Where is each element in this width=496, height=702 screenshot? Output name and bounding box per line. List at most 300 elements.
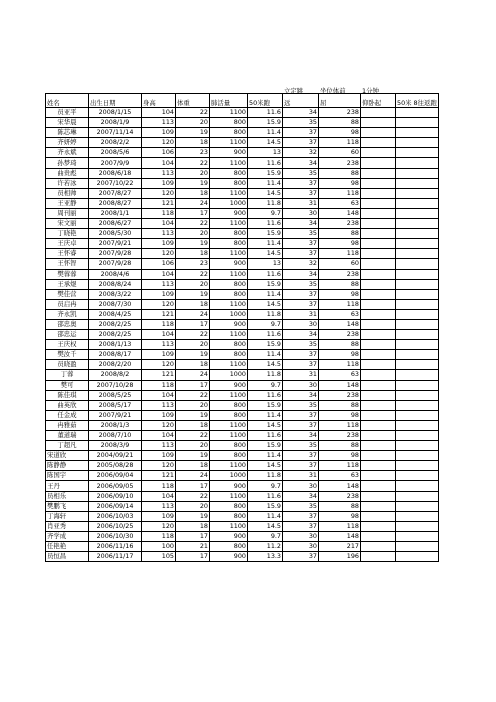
table-row [46, 521, 439, 531]
cell-shuttle-run [396, 219, 439, 229]
cell-lung-capacity: 1100 [210, 461, 248, 471]
cell-name: 王丹 [46, 481, 89, 491]
cell-dob: 2008/8/24 [89, 279, 142, 289]
cell-50m-run: 9.7 [248, 208, 283, 218]
cell-weight: 19 [176, 289, 210, 299]
cell-situps [361, 279, 396, 289]
spreadsheet [45, 87, 439, 562]
cell-name: 董道瑞 [46, 431, 89, 441]
cell-standing-jump: 37 [283, 138, 319, 148]
cell-standing-jump: 30 [283, 319, 319, 329]
cell-sit-and-reach: 148 [319, 208, 361, 218]
cell-sit-and-reach: 98 [319, 239, 361, 249]
cell-50m-run: 13 [248, 259, 283, 269]
cell-sit-and-reach: 98 [319, 511, 361, 521]
cell-lung-capacity: 1000 [210, 309, 248, 319]
cell-weight: 18 [176, 420, 210, 430]
cell-lung-capacity: 1100 [210, 390, 248, 400]
cell-lung-capacity: 1100 [210, 188, 248, 198]
cell-standing-jump: 30 [283, 481, 319, 491]
cell-standing-jump: 37 [283, 420, 319, 430]
table-row [46, 350, 439, 360]
cell-weight: 23 [176, 259, 210, 269]
cell-sit-and-reach: 238 [319, 219, 361, 229]
cell-shuttle-run [396, 178, 439, 188]
cell-sit-and-reach: 60 [319, 148, 361, 158]
header-standing-jump-top: 立定跳 [284, 87, 304, 95]
cell-standing-jump: 34 [283, 491, 319, 501]
cell-height: 121 [142, 370, 176, 380]
cell-sit-and-reach: 238 [319, 330, 361, 340]
cell-standing-jump: 30 [283, 380, 319, 390]
cell-50m-run: 15.9 [248, 118, 283, 128]
cell-standing-jump: 35 [283, 340, 319, 350]
cell-lung-capacity: 1000 [210, 370, 248, 380]
cell-situps [361, 299, 396, 309]
cell-weight: 20 [176, 229, 210, 239]
cell-name: 邵忠奥 [46, 319, 89, 329]
cell-sit-and-reach: 63 [319, 370, 361, 380]
cell-weight: 22 [176, 269, 210, 279]
cell-shuttle-run [396, 289, 439, 299]
student-fitness-table [45, 87, 439, 562]
cell-situps [361, 380, 396, 390]
cell-shuttle-run [396, 138, 439, 148]
table-row [46, 188, 439, 198]
cell-50m-run: 11.8 [248, 471, 283, 481]
table-row [46, 289, 439, 299]
cell-lung-capacity: 800 [210, 178, 248, 188]
cell-lung-capacity: 800 [210, 229, 248, 239]
cell-situps [361, 370, 396, 380]
cell-shuttle-run [396, 269, 439, 279]
table-row [46, 309, 439, 319]
cell-name: 冉雅茹 [46, 420, 89, 430]
table-row [46, 148, 439, 158]
cell-sit-and-reach: 63 [319, 471, 361, 481]
cell-weight: 19 [176, 451, 210, 461]
cell-shuttle-run [396, 198, 439, 208]
cell-sit-and-reach: 238 [319, 158, 361, 168]
cell-50m-run: 11.6 [248, 390, 283, 400]
cell-lung-capacity: 1100 [210, 420, 248, 430]
header-height: 身高 [142, 94, 176, 108]
cell-situps [361, 451, 396, 461]
cell-situps [361, 219, 396, 229]
cell-sit-and-reach: 238 [319, 491, 361, 501]
cell-shuttle-run [396, 420, 439, 430]
cell-height: 120 [142, 360, 176, 370]
cell-weight: 21 [176, 542, 210, 552]
table-row [46, 370, 439, 380]
cell-height: 118 [142, 319, 176, 329]
cell-shuttle-run [396, 461, 439, 471]
cell-height: 109 [142, 239, 176, 249]
cell-standing-jump: 37 [283, 360, 319, 370]
cell-name: 丁晓艳 [46, 229, 89, 239]
cell-name: 宋华晨 [46, 118, 89, 128]
cell-lung-capacity: 900 [210, 148, 248, 158]
cell-name: 齐永斌 [46, 148, 89, 158]
cell-weight: 19 [176, 178, 210, 188]
cell-dob: 2006/10/03 [89, 511, 142, 521]
cell-sit-and-reach: 63 [319, 309, 361, 319]
cell-50m-run: 11.4 [248, 289, 283, 299]
cell-lung-capacity: 900 [210, 319, 248, 329]
cell-lung-capacity: 1100 [210, 431, 248, 441]
header-name: 姓名 [46, 94, 89, 108]
cell-name: 孙梦琦 [46, 158, 89, 168]
cell-height: 109 [142, 128, 176, 138]
cell-weight: 18 [176, 138, 210, 148]
cell-shuttle-run [396, 370, 439, 380]
cell-weight: 20 [176, 118, 210, 128]
cell-weight: 17 [176, 481, 210, 491]
cell-dob: 2008/1/3 [89, 420, 142, 430]
cell-50m-run: 15.9 [248, 501, 283, 511]
cell-50m-run: 11.4 [248, 128, 283, 138]
cell-name: 任艳艳 [46, 542, 89, 552]
cell-shuttle-run [396, 501, 439, 511]
cell-name: 宋文丽 [46, 219, 89, 229]
cell-dob: 2008/4/6 [89, 269, 142, 279]
cell-situps [361, 461, 396, 471]
cell-standing-jump: 35 [283, 501, 319, 511]
cell-lung-capacity: 1100 [210, 108, 248, 118]
table-row [46, 400, 439, 410]
cell-situps [361, 400, 396, 410]
cell-shuttle-run [396, 208, 439, 218]
cell-lung-capacity: 800 [210, 340, 248, 350]
cell-height: 100 [142, 542, 176, 552]
header-50m-run: 50米跑 [248, 94, 283, 108]
cell-height: 120 [142, 420, 176, 430]
cell-sit-and-reach: 98 [319, 350, 361, 360]
cell-shuttle-run [396, 451, 439, 461]
cell-standing-jump: 30 [283, 531, 319, 541]
cell-standing-jump: 37 [283, 299, 319, 309]
cell-dob: 2008/2/25 [89, 319, 142, 329]
cell-sit-and-reach: 98 [319, 410, 361, 420]
cell-shuttle-run [396, 158, 439, 168]
cell-dob: 2007/9/21 [89, 239, 142, 249]
cell-situps [361, 138, 396, 148]
cell-height: 118 [142, 380, 176, 390]
cell-height: 104 [142, 431, 176, 441]
header-situps-bottom: 仰卧起 [362, 99, 382, 107]
table-row [46, 249, 439, 259]
table-row [46, 441, 439, 451]
cell-sit-and-reach: 118 [319, 420, 361, 430]
table-row [46, 360, 439, 370]
cell-weight: 20 [176, 400, 210, 410]
cell-sit-and-reach: 88 [319, 168, 361, 178]
cell-situps [361, 542, 396, 552]
cell-dob: 2007/9/28 [89, 249, 142, 259]
cell-dob: 2008/1/9 [89, 118, 142, 128]
cell-name: 曲英欣 [46, 400, 89, 410]
cell-lung-capacity: 900 [210, 208, 248, 218]
cell-dob: 2008/5/25 [89, 390, 142, 400]
cell-sit-and-reach: 98 [319, 128, 361, 138]
cell-weight: 19 [176, 350, 210, 360]
table-row [46, 552, 439, 562]
cell-shuttle-run [396, 360, 439, 370]
cell-sit-and-reach: 60 [319, 259, 361, 269]
cell-50m-run: 11.8 [248, 309, 283, 319]
cell-situps [361, 239, 396, 249]
cell-standing-jump: 31 [283, 198, 319, 208]
cell-shuttle-run [396, 279, 439, 289]
cell-shuttle-run [396, 299, 439, 309]
cell-lung-capacity: 800 [210, 168, 248, 178]
cell-shuttle-run [396, 118, 439, 128]
header-lung-capacity: 肺活量 [210, 94, 248, 108]
cell-dob: 2008/2/20 [89, 360, 142, 370]
cell-weight: 20 [176, 340, 210, 350]
cell-height: 121 [142, 198, 176, 208]
cell-50m-run: 14.5 [248, 521, 283, 531]
cell-lung-capacity: 800 [210, 279, 248, 289]
cell-shuttle-run [396, 552, 439, 562]
cell-lung-capacity: 1100 [210, 299, 248, 309]
cell-situps [361, 148, 396, 158]
cell-situps [361, 128, 396, 138]
cell-name: 丁海轩 [46, 511, 89, 521]
cell-situps [361, 552, 396, 562]
cell-shuttle-run [396, 471, 439, 481]
cell-name: 齐妍婷 [46, 138, 89, 148]
cell-lung-capacity: 1100 [210, 269, 248, 279]
cell-dob: 2007/10/28 [89, 380, 142, 390]
cell-weight: 18 [176, 249, 210, 259]
cell-situps [361, 188, 396, 198]
cell-dob: 2006/09/10 [89, 491, 142, 501]
cell-height: 120 [142, 249, 176, 259]
cell-name: 任金成 [46, 410, 89, 420]
cell-50m-run: 11.4 [248, 350, 283, 360]
table-row [46, 219, 439, 229]
cell-lung-capacity: 900 [210, 380, 248, 390]
cell-shuttle-run [396, 380, 439, 390]
cell-height: 104 [142, 219, 176, 229]
cell-50m-run: 11.6 [248, 219, 283, 229]
cell-sit-and-reach: 238 [319, 269, 361, 279]
table-row [46, 340, 439, 350]
table-row [46, 542, 439, 552]
cell-weight: 20 [176, 168, 210, 178]
cell-height: 118 [142, 531, 176, 541]
cell-weight: 17 [176, 552, 210, 562]
cell-sit-and-reach: 217 [319, 542, 361, 552]
cell-dob: 2007/9/9 [89, 158, 142, 168]
cell-name: 员相乐 [46, 491, 89, 501]
table-row [46, 330, 439, 340]
cell-height: 118 [142, 481, 176, 491]
cell-50m-run: 11.6 [248, 108, 283, 118]
cell-dob: 2008/2/25 [89, 330, 142, 340]
header-sit-and-reach-top: 坐位体前 [320, 87, 346, 95]
cell-height: 113 [142, 501, 176, 511]
cell-weight: 17 [176, 319, 210, 329]
cell-standing-jump: 34 [283, 219, 319, 229]
cell-situps [361, 431, 396, 441]
cell-shuttle-run [396, 481, 439, 491]
header-standing-jump [283, 87, 319, 108]
cell-situps [361, 229, 396, 239]
cell-dob: 2008/5/17 [89, 400, 142, 410]
cell-50m-run: 11.8 [248, 370, 283, 380]
cell-height: 113 [142, 118, 176, 128]
cell-standing-jump: 37 [283, 249, 319, 259]
cell-height: 109 [142, 511, 176, 521]
cell-standing-jump: 37 [283, 451, 319, 461]
cell-50m-run: 11.6 [248, 269, 283, 279]
cell-lung-capacity: 800 [210, 239, 248, 249]
cell-sit-and-reach: 88 [319, 118, 361, 128]
cell-weight: 22 [176, 158, 210, 168]
cell-standing-jump: 34 [283, 431, 319, 441]
table-row [46, 319, 439, 329]
table-row [46, 178, 439, 188]
cell-shuttle-run [396, 108, 439, 118]
cell-height: 109 [142, 350, 176, 360]
cell-name: 王亚静 [46, 198, 89, 208]
cell-name: 王庆卓 [46, 239, 89, 249]
cell-shuttle-run [396, 148, 439, 158]
cell-standing-jump: 35 [283, 118, 319, 128]
cell-50m-run: 13.3 [248, 552, 283, 562]
cell-lung-capacity: 1100 [210, 521, 248, 531]
cell-standing-jump: 34 [283, 269, 319, 279]
cell-situps [361, 269, 396, 279]
cell-height: 104 [142, 390, 176, 400]
cell-dob: 2006/11/17 [89, 552, 142, 562]
cell-height: 106 [142, 259, 176, 269]
cell-lung-capacity: 1100 [210, 219, 248, 229]
cell-situps [361, 390, 396, 400]
cell-height: 109 [142, 178, 176, 188]
cell-sit-and-reach: 118 [319, 249, 361, 259]
cell-sit-and-reach: 238 [319, 431, 361, 441]
header-sit-and-reach-bottom: 屈 [320, 99, 327, 107]
cell-weight: 22 [176, 330, 210, 340]
cell-height: 104 [142, 330, 176, 340]
cell-name: 樊鹏飞 [46, 501, 89, 511]
cell-situps [361, 521, 396, 531]
cell-sit-and-reach: 148 [319, 319, 361, 329]
cell-weight: 22 [176, 108, 210, 118]
table-row [46, 471, 439, 481]
cell-dob: 2005/08/28 [89, 461, 142, 471]
cell-situps [361, 471, 396, 481]
cell-weight: 17 [176, 208, 210, 218]
cell-sit-and-reach: 148 [319, 481, 361, 491]
cell-sit-and-reach: 118 [319, 299, 361, 309]
cell-name: 王怀睿 [46, 249, 89, 259]
cell-sit-and-reach: 98 [319, 289, 361, 299]
cell-name: 员亚平 [46, 108, 89, 118]
table-row [46, 269, 439, 279]
cell-lung-capacity: 900 [210, 481, 248, 491]
cell-lung-capacity: 1100 [210, 138, 248, 148]
cell-shuttle-run [396, 410, 439, 420]
cell-name: 丁超凡 [46, 441, 89, 451]
cell-lung-capacity: 800 [210, 451, 248, 461]
cell-dob: 2008/7/30 [89, 299, 142, 309]
cell-name: 宋道欣 [46, 451, 89, 461]
cell-sit-and-reach: 148 [319, 531, 361, 541]
cell-lung-capacity: 800 [210, 441, 248, 451]
cell-name: 樊汝千 [46, 350, 89, 360]
cell-height: 120 [142, 521, 176, 531]
cell-shuttle-run [396, 319, 439, 329]
cell-weight: 22 [176, 219, 210, 229]
cell-name: 员晓盈 [46, 360, 89, 370]
table-row [46, 380, 439, 390]
cell-dob: 2008/2/2 [89, 138, 142, 148]
cell-dob: 2008/1/15 [89, 108, 142, 118]
cell-height: 113 [142, 168, 176, 178]
cell-height: 120 [142, 188, 176, 198]
cell-height: 120 [142, 138, 176, 148]
cell-50m-run: 11.6 [248, 491, 283, 501]
cell-name: 王怀智 [46, 259, 89, 269]
cell-lung-capacity: 1100 [210, 158, 248, 168]
cell-50m-run: 14.5 [248, 249, 283, 259]
cell-shuttle-run [396, 531, 439, 541]
cell-standing-jump: 31 [283, 471, 319, 481]
cell-lung-capacity: 1100 [210, 360, 248, 370]
cell-dob: 2004/09/21 [89, 451, 142, 461]
cell-50m-run: 11.8 [248, 198, 283, 208]
cell-situps [361, 501, 396, 511]
cell-situps [361, 441, 396, 451]
cell-sit-and-reach: 118 [319, 521, 361, 531]
cell-height: 121 [142, 309, 176, 319]
cell-shuttle-run [396, 168, 439, 178]
cell-name: 邵忠运 [46, 330, 89, 340]
cell-dob: 2006/10/25 [89, 521, 142, 531]
cell-name: 丁蓉 [46, 370, 89, 380]
cell-dob: 2006/10/30 [89, 531, 142, 541]
cell-name: 肖亚秀 [46, 521, 89, 531]
cell-situps [361, 198, 396, 208]
cell-shuttle-run [396, 188, 439, 198]
cell-50m-run: 9.7 [248, 531, 283, 541]
cell-dob: 2008/1/13 [89, 340, 142, 350]
cell-name: 樊可 [46, 380, 89, 390]
header-row [46, 94, 439, 108]
cell-name: 周刊丽 [46, 208, 89, 218]
cell-sit-and-reach: 196 [319, 552, 361, 562]
cell-standing-jump: 31 [283, 309, 319, 319]
cell-situps [361, 330, 396, 340]
cell-name: 樊佳营 [46, 289, 89, 299]
cell-situps [361, 410, 396, 420]
cell-weight: 18 [176, 461, 210, 471]
cell-50m-run: 14.5 [248, 420, 283, 430]
cell-50m-run: 11.4 [248, 239, 283, 249]
cell-50m-run: 14.5 [248, 360, 283, 370]
cell-50m-run: 15.9 [248, 168, 283, 178]
table-row [46, 420, 439, 430]
cell-situps [361, 340, 396, 350]
cell-dob: 2007/10/22 [89, 178, 142, 188]
cell-height: 105 [142, 552, 176, 562]
cell-50m-run: 11.6 [248, 431, 283, 441]
cell-situps [361, 158, 396, 168]
